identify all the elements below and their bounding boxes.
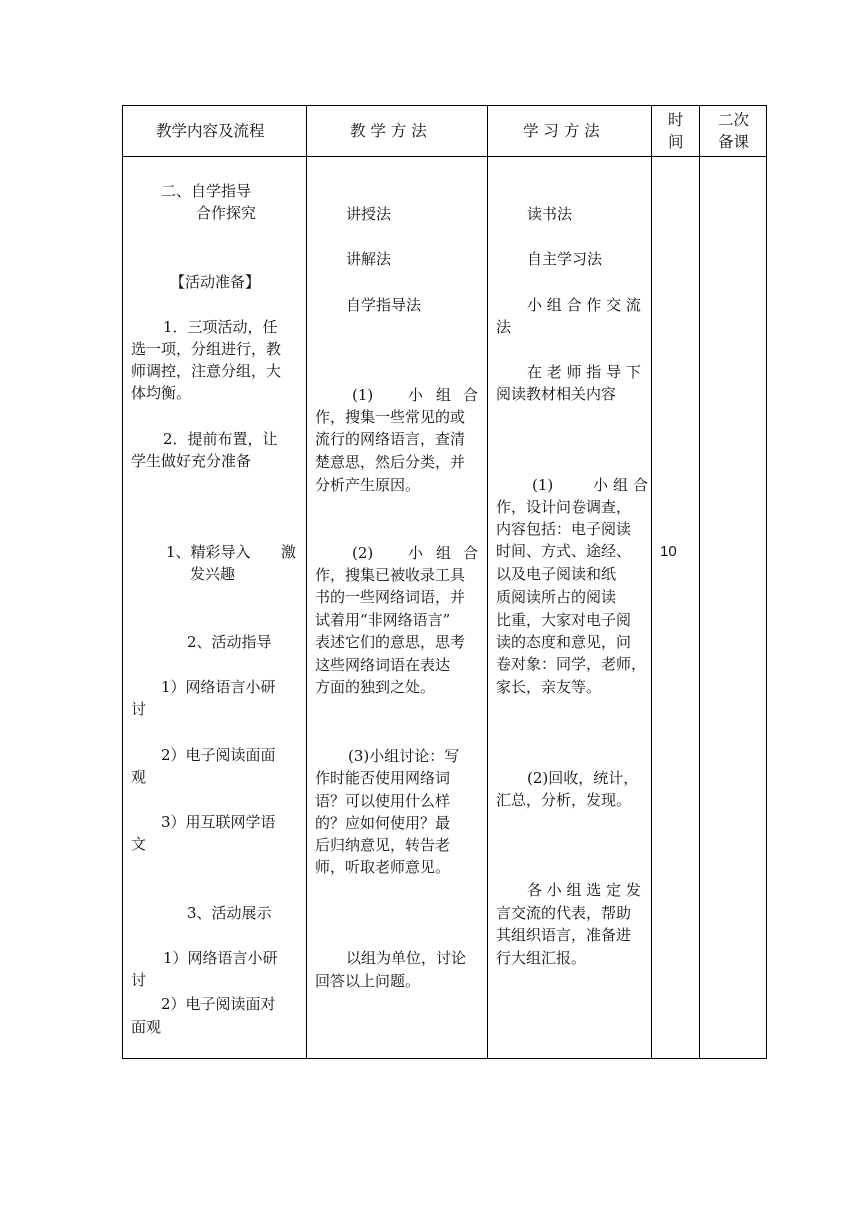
content-line: 【活动准备】 <box>170 273 261 291</box>
learning-line: 法 <box>496 318 512 336</box>
content-line: 观 <box>131 768 147 786</box>
learning-line: 以及电子阅读和纸 <box>496 565 617 583</box>
teaching-line: 以组为单位，讨论 <box>346 949 467 967</box>
teaching-line: 这些网络词语在表达 <box>315 656 451 674</box>
learning-line: 读的态度和意见，问 <box>496 633 632 651</box>
content-line: 1）网络语言小研 <box>161 678 276 696</box>
content-line: 师调控，注意分组，大 <box>131 362 282 380</box>
teaching-line: 后归纳意见，转告老 <box>315 836 451 854</box>
table-border-left <box>122 105 123 1059</box>
learning-line: 家长，亲友等。 <box>496 678 602 696</box>
teaching-line: (2) <box>352 544 374 562</box>
learning-line: 自主学习法 <box>527 250 603 268</box>
teaching-line: (1) <box>352 386 374 404</box>
learning-line: 行大组汇报。 <box>496 949 587 967</box>
content-line: 讨 <box>131 700 147 718</box>
teaching-line: 试着用“非网络语言” <box>315 611 451 629</box>
teaching-line: 师，听取老师意见。 <box>315 858 451 876</box>
teaching-line: 书的一些网络词语，并 <box>315 588 466 606</box>
teaching-line: 作时能否使用网络词 <box>315 769 451 787</box>
learning-line: 读书法 <box>527 205 573 223</box>
table-border-bottom <box>122 1058 767 1059</box>
content-line: 2、活动指导 <box>187 633 272 651</box>
header-content-flow: 教学内容及流程 <box>156 122 265 140</box>
table-border-top <box>122 105 767 106</box>
learning-line: 各 小 组 选 定 发 <box>527 881 641 899</box>
teaching-line: 作，搜集一些常见的或 <box>315 408 466 426</box>
content-line: 1）网络语言小研 <box>163 949 278 967</box>
teaching-line: 表述它们的意思，思考 <box>315 633 466 651</box>
header-backup-l1: 二次 <box>718 111 750 129</box>
learning-line: 在 老 师 指 导 下 <box>527 363 641 381</box>
content-line: 面观 <box>131 1018 162 1036</box>
teaching-line: 小 <box>408 544 424 562</box>
teaching-line: 方面的独到之处。 <box>315 678 436 696</box>
teaching-line: 楚意思，然后分类，并 <box>315 453 466 471</box>
teaching-line: 自学指导法 <box>346 296 422 314</box>
learning-line: 内容包括：电子阅读 <box>496 520 632 538</box>
teaching-line: 分析产生原因。 <box>315 476 421 494</box>
teaching-line: 组 <box>436 386 452 404</box>
column-divider <box>487 105 488 1059</box>
learning-line: 言交流的代表，帮助 <box>496 904 632 922</box>
content-line: 讨 <box>131 971 147 989</box>
header-time-l1: 时 <box>668 111 684 129</box>
header-backup-l2: 备课 <box>718 133 750 151</box>
content-line: 1、精彩导入 <box>166 543 251 561</box>
content-line: 发兴趣 <box>190 565 236 583</box>
teaching-line: 组 <box>436 544 452 562</box>
content-line: 1．三项活动，任 <box>163 318 278 336</box>
teaching-line: 合 <box>463 386 479 404</box>
learning-line: 汇总，分析，发现。 <box>496 791 632 809</box>
teaching-line: (3)小组讨论：写 <box>348 747 460 765</box>
content-line: 2）电子阅读面对 <box>161 995 276 1013</box>
header-teaching-method: 教 学 方 法 <box>350 122 427 140</box>
learning-line: 其组织语言，准备进 <box>496 926 632 944</box>
content-line: 学生做好充分准备 <box>131 452 252 470</box>
teaching-line: 讲解法 <box>346 250 392 268</box>
content-line: 合作探究 <box>196 204 257 222</box>
content-line: 3）用互联网学语 <box>161 813 276 831</box>
column-divider <box>651 105 652 1059</box>
header-learning-method: 学 习 方 法 <box>523 122 600 140</box>
content-line: 体均衡。 <box>131 384 192 402</box>
content-line: 激 <box>281 543 297 561</box>
column-divider <box>306 105 307 1059</box>
teaching-line: 流行的网络语言，查清 <box>315 430 466 448</box>
teaching-line: 回答以上问题。 <box>315 972 421 990</box>
time-value: 10 <box>660 543 677 560</box>
learning-line: (1) <box>532 476 554 494</box>
learning-line: 卷对象：同学，老师， <box>496 655 647 673</box>
content-line: 2）电子阅读面面 <box>161 746 276 764</box>
table-border-right <box>766 105 767 1059</box>
table-header-divider <box>122 156 767 157</box>
learning-line: 作，设计问卷调查， <box>496 498 632 516</box>
column-divider <box>699 105 700 1059</box>
learning-line: (2)回收，统计， <box>527 769 639 787</box>
content-line: 文 <box>131 835 147 853</box>
teaching-line: 合 <box>463 544 479 562</box>
content-line: 2．提前布置，让 <box>163 430 278 448</box>
learning-line: 小组合 <box>593 476 654 494</box>
header-time-l2: 间 <box>668 133 684 151</box>
learning-line: 质阅读所占的阅读 <box>496 588 617 606</box>
teaching-line: 语？可以使用什么样 <box>315 792 451 810</box>
content-line: 二、自学指导 <box>161 182 252 200</box>
content-line: 选一项，分组进行，教 <box>131 340 282 358</box>
teaching-line: 的？应如何使用？最 <box>315 814 451 832</box>
learning-line: 小 组 合 作 交 流 <box>527 296 641 314</box>
content-line: 3、活动展示 <box>187 904 272 922</box>
learning-line: 时间、方式、途经、 <box>496 542 632 560</box>
learning-line: 比重，大家对电子阅 <box>496 611 632 629</box>
teaching-line: 作，搜集已被收录工具 <box>315 566 466 584</box>
learning-line: 阅读教材相关内容 <box>496 385 617 403</box>
teaching-line: 小 <box>408 386 424 404</box>
teaching-line: 讲授法 <box>346 205 392 223</box>
